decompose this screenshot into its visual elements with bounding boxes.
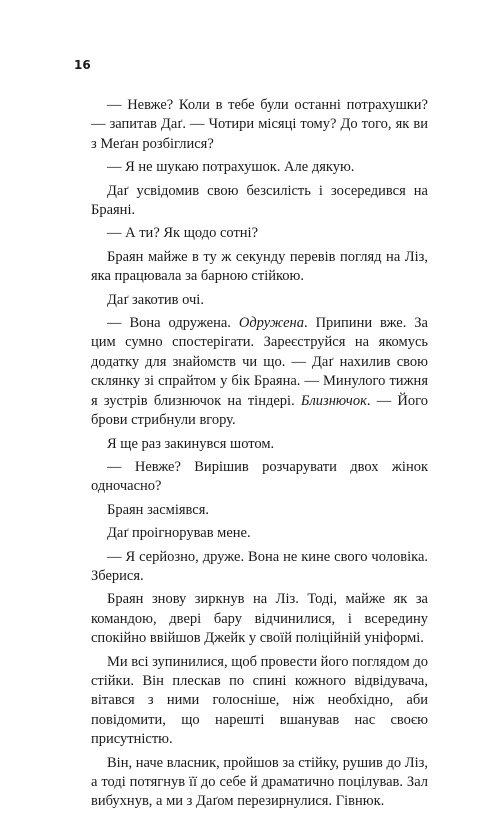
paragraph <box>91 248 428 287</box>
italic-text: Близнючок <box>300 392 367 409</box>
paragraph <box>91 435 428 454</box>
body-text <box>91 96 428 816</box>
text-run: . — Його брови стрибнули вгору. <box>91 392 428 429</box>
paragraph <box>91 524 428 543</box>
text-run: Він, наче власник, пройшов за стійку, рушив до Ліз, а тоді потягнув її до себе й драматично поцілував. Зал вибухнув, а ми з Даґом перезирнулися. Гівнюк. <box>91 754 428 810</box>
paragraph <box>91 548 428 587</box>
paragraph <box>91 653 428 750</box>
text-run: — А ти? Як щодо сотні? <box>107 225 259 242</box>
page-number: 16 <box>74 58 91 72</box>
paragraph <box>91 291 428 310</box>
paragraph <box>91 96 428 154</box>
text-run: Ми всі зупинилися, щоб провести його поглядом до стійки. Він плескав по спині кожного відвідувача, вітався з ними голосніше, ніж необхідно, аби повідомити, що нарешті вшанував нас своєю присутністю. <box>91 653 428 748</box>
paragraph <box>91 590 428 648</box>
paragraph <box>91 182 428 221</box>
text-run: Даґ усвідомив свою безсилість і зосередився на Браяні. <box>91 182 428 219</box>
text-run: Браян майже в ту ж секунду перевів погляд на Ліз, яка працювала за барною стійкою. <box>91 248 428 285</box>
text-run: Даґ проігнорував мене. <box>107 525 251 542</box>
text-run: Браян знову зиркнув на Ліз. Тоді, майже як за командою, двері бару відчинилися, і всередину спокійно ввійшов Джейк у своїй поліційній уніформі. <box>91 591 428 647</box>
text-run: . Припини вже. За цим сумно спостерігати. Зареєструйся на якомусь додатку для знайомств чи що. — Даґ нахилив свою склянку зі спрайтом у бік Браяна. — Минулого тижня я зустрів близнючок на тіндері. <box>91 315 428 409</box>
text-run: — Вона одружена. <box>107 315 239 332</box>
text-run: — Невже? Вирішив розчарувати двох жінок одночасно? <box>91 458 428 495</box>
paragraph <box>91 458 428 497</box>
text-run: — Невже? Коли в тебе були останні потрахушки? — запитав Даґ. — Чотири місяці тому? До того, як ви з Меґан розбіглися? <box>91 97 428 152</box>
paragraph <box>91 158 428 177</box>
paragraph <box>91 501 428 520</box>
italic-text: Одружена <box>238 315 304 332</box>
text-run: Я ще раз закинувся шотом. <box>107 435 275 452</box>
paragraph <box>91 314 428 430</box>
paragraph <box>91 754 428 812</box>
text-run: — Я не шукаю потрахушок. Але дякую. <box>107 159 355 176</box>
text-run: Браян засміявся. <box>107 501 210 518</box>
text-run: — Я серйозно, друже. Вона не кине свого чоловіка. Зберися. <box>91 548 428 584</box>
paragraph <box>91 224 428 243</box>
text-run: Даґ закотив очі. <box>107 291 204 308</box>
